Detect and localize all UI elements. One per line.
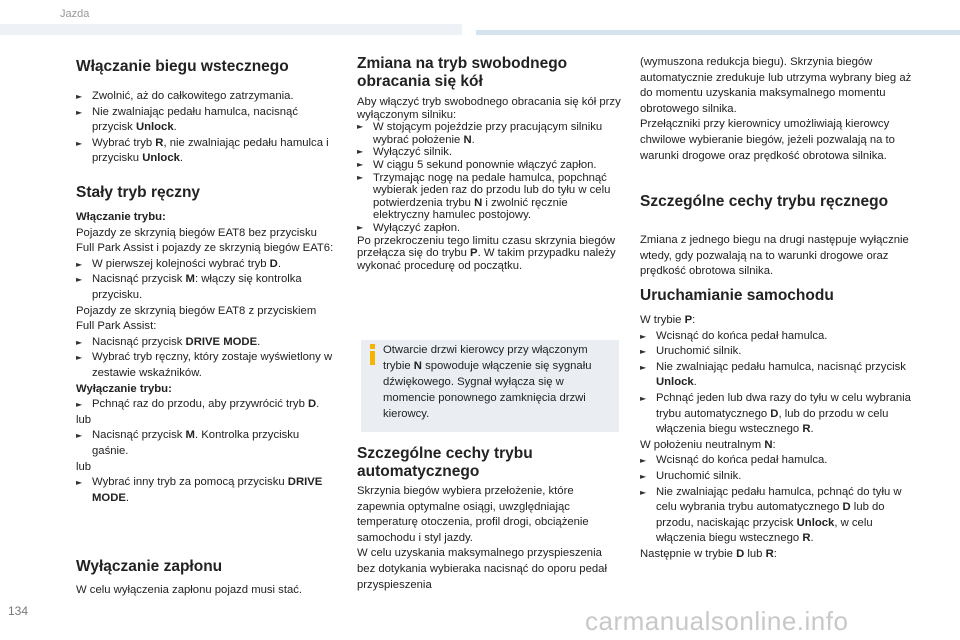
- start-in-n: W położeniu neutralnym N:: [640, 438, 776, 451]
- bullet-arrow-icon: ►: [357, 159, 364, 169]
- list-item-text: W stojącym pojeździe przy pracującym silniku wybrać położenie N.: [373, 121, 603, 146]
- bullet-arrow-icon: ►: [76, 431, 83, 441]
- list-item-text: Nacisnąć przycisk M: włączy się kontrolka przycisku.: [92, 273, 302, 301]
- list-item-text: Wybrać inny tryb za pomocą przycisku DRIVE MODE.: [92, 476, 323, 504]
- emphasis-term: Unlock: [142, 152, 180, 165]
- bullet-arrow-icon: ►: [640, 331, 647, 341]
- start-in-p: W trybie P:: [640, 314, 696, 326]
- emphasis-term: DRIVE MODE: [185, 335, 258, 348]
- list-item-text: Wyłączyć silnik.: [373, 146, 452, 159]
- list-item: [640, 485, 912, 547]
- emphasis-term: R: [802, 532, 811, 545]
- freewheel-steps: [357, 121, 622, 234]
- bullet-arrow-icon: ►: [640, 393, 647, 403]
- header-section-title: Jazda: [60, 8, 90, 20]
- emphasis-term: R: [155, 136, 164, 149]
- disable-mode-label: Wyłączanie trybu:: [76, 382, 172, 395]
- list-item-text: Nie zwalniając pedału hamulca, nacisnąć przycisk Unlock.: [656, 360, 906, 389]
- freewheel-intro: Aby włączyć tryb swobodnego obracania się kół przy wyłączonym silniku:: [357, 96, 621, 121]
- freewheel-section: [357, 96, 622, 272]
- starting-section: [640, 313, 912, 563]
- bullet-arrow-icon: ►: [76, 107, 83, 117]
- list-item-text: Wcisnąć do końca pedał hamulca.: [656, 329, 828, 342]
- list-item: [640, 360, 912, 391]
- emphasis-term: M: [185, 273, 195, 286]
- freewheel-after: Po przekroczeniu tego limitu czasu skrzynia biegów przełącza się do trybu P. W takim przypadku należy wykonać procedurę od początku.: [357, 234, 616, 272]
- list-item-text: Nacisnąć przycisk M. Kontrolka przycisku gaśnie.: [92, 429, 300, 457]
- bullet-arrow-icon: ►: [76, 400, 83, 410]
- list-item: [76, 272, 336, 303]
- eat6-steps: [76, 257, 336, 304]
- heading-freewheel: Zmiana na tryb swobodnego obracania się kół: [357, 55, 568, 90]
- or-label: lub: [76, 460, 92, 473]
- heading-starting-vehicle: Uruchamianie samochodu: [640, 287, 834, 304]
- list-item: [76, 136, 336, 167]
- list-item: [640, 391, 912, 438]
- list-item-text: W pierwszej kolejności wybrać tryb D.: [92, 257, 281, 270]
- start-p-steps: [640, 329, 912, 438]
- list-item: [640, 453, 912, 469]
- list-item-text: W ciągu 5 sekund ponownie włączyć zapłon.: [373, 158, 597, 171]
- bullet-arrow-icon: ►: [357, 222, 364, 232]
- or-label: lub: [76, 413, 92, 426]
- disable-step-2: [76, 428, 336, 459]
- emphasis-term: D: [736, 547, 745, 560]
- emphasis-term: D: [842, 501, 851, 514]
- info-icon: [369, 344, 377, 364]
- emphasis-term: M: [185, 429, 195, 442]
- bullet-arrow-icon: ►: [76, 138, 83, 148]
- emphasis-term: D: [269, 257, 278, 270]
- emphasis-term: N: [764, 438, 773, 451]
- list-item-text: Nacisnąć przycisk DRIVE MODE.: [92, 335, 261, 348]
- list-item: [76, 335, 336, 351]
- list-item: [640, 469, 912, 485]
- bullet-arrow-icon: ►: [640, 456, 647, 466]
- list-item-text: Pchnąć jeden lub dwa razy do tyłu w celu wybrania trybu automatycznego D, lub do przodu w celu włączenia biegu wstecznego R.: [656, 391, 911, 436]
- continued-text: (wymuszona redukcja biegu). Skrzynia biegów automatycznie zredukuje lub utrzyma wybrany bieg aż do momentu uzyskania maksymalnego momentu obrotowego silnika. Przełączniki przy kierownicy umożliwiają kierowcy chwilowe wybieranie biegów, jeżeli pozwalają na to warunki drogowe oraz prędkość obrotowa silnika.: [640, 56, 912, 162]
- then-in-d-or-r: Następnie w trybie D lub R:: [640, 547, 777, 560]
- emphasis-term: P: [684, 314, 693, 326]
- header-bar: [0, 24, 462, 35]
- list-item-text: Uruchomić silnik.: [656, 469, 742, 482]
- list-item: [76, 397, 336, 413]
- list-item-text: Wybrać tryb R, nie zwalniając pedału hamulca i przycisku Unlock.: [92, 136, 329, 165]
- bullet-arrow-icon: ►: [640, 471, 647, 481]
- emphasis-term: Unlock: [796, 516, 835, 529]
- info-text: Otwarcie drzwi kierowcy przy włączonym trybie N spowoduje włączenie się sygnału dźwiękowego. Sygnał wyłącza się w momencie ponownego zamknięcia drzwi kierowcy.: [383, 344, 592, 420]
- list-item: [76, 475, 336, 506]
- list-item-text: Pchnąć raz do przodu, aby przywrócić tryb D.: [92, 398, 320, 411]
- heading-manual-features: Szczególne cechy trybu ręcznego: [640, 193, 889, 210]
- bullet-arrow-icon: ►: [640, 347, 647, 357]
- list-item: [357, 121, 622, 146]
- bullet-arrow-icon: ►: [640, 487, 647, 497]
- intro-eat8: Pojazdy ze skrzynią biegów EAT8 z przyciskiem Full Park Assist:: [76, 304, 317, 333]
- list-item: [76, 89, 336, 105]
- list-item: [357, 222, 622, 235]
- list-item-text: Uruchomić silnik.: [656, 345, 742, 358]
- emphasis-term: N: [413, 360, 422, 372]
- list-item: [76, 105, 336, 136]
- disable-step-1: [76, 397, 336, 413]
- intro-eat6: Pojazdy ze skrzynią biegów EAT8 bez przycisku Full Park Assist i pojazdy ze skrzynią biegów EAT6:: [76, 226, 334, 255]
- emphasis-term: D: [770, 407, 779, 420]
- emphasis-term: D: [308, 398, 317, 411]
- bullet-arrow-icon: ►: [357, 172, 364, 182]
- heading-automatic-features: Szczególne cechy trybu automatycznego: [357, 445, 533, 480]
- header-accent-bar: [476, 30, 960, 35]
- enable-mode-label: Włączanie trybu:: [76, 211, 166, 223]
- automatic-text: Skrzynia biegów wybiera przełożenie, które zapewnia optymalne osiągi, uwzględniając temperaturę otoczenia, profil drogi, obciążenie samochodu i styl jazdy. W celu uzyskania maksymalnego przyspieszenia bez dotykania wybieraka nacisnąć do oporu pedał przyspieszenia: [357, 485, 607, 591]
- heading-ignition-off: Wyłączanie zapłonu: [76, 558, 223, 575]
- list-item: [357, 146, 622, 159]
- emphasis-term: Unlock: [135, 121, 174, 134]
- heading-reverse-gear: Włączanie biegu wstecznego: [76, 58, 289, 75]
- list-item: [640, 329, 912, 345]
- list-item-text: Nie zwalniając pedału hamulca, nacisnąć przycisk Unlock.: [92, 105, 298, 134]
- ignition-text: W celu wyłączenia zapłonu pojazd musi stać.: [76, 584, 303, 596]
- list-item: [76, 428, 336, 459]
- list-item-text: Nie zwalniając pedału hamulca, pchnąć do tyłu w celu wybrania trybu automatycznego D lub do przodu, naciskając przycisk Unlock, w celu włączenia biegu wstecznego R.: [656, 485, 902, 545]
- disable-step-3: [76, 475, 336, 506]
- bullet-arrow-icon: ►: [640, 362, 647, 372]
- bullet-arrow-icon: ►: [76, 478, 83, 488]
- emphasis-term: DRIVE MODE: [92, 476, 323, 504]
- bullet-arrow-icon: ►: [357, 122, 364, 132]
- list-item: [357, 159, 622, 172]
- emphasis-term: R: [765, 547, 774, 560]
- bullet-arrow-icon: ►: [76, 275, 83, 285]
- bullet-arrow-icon: ►: [76, 259, 83, 269]
- bullet-arrow-icon: ►: [357, 147, 364, 157]
- emphasis-term: N: [463, 133, 472, 146]
- start-n-steps: [640, 453, 912, 547]
- list-item-text: Wybrać tryb ręczny, który zostaje wyświetlony w zestawie wskaźników.: [92, 351, 333, 379]
- emphasis-term: Unlock: [656, 376, 694, 389]
- eat8-steps: [76, 335, 336, 382]
- bullet-arrow-icon: ►: [76, 353, 83, 363]
- manual-text: Zmiana z jednego biegu na drugi następuje wyłącznie wtedy, gdy pozwalają na to warunki drogowe oraz prędkość obrotowa silnika.: [640, 234, 909, 278]
- list-item: [357, 172, 622, 222]
- permanent-manual-section: [76, 210, 336, 506]
- reverse-steps: [76, 89, 336, 167]
- watermark: carmanualsonline.info: [585, 606, 849, 636]
- list-item: [76, 257, 336, 273]
- heading-permanent-manual: Stały tryb ręczny: [76, 184, 201, 201]
- list-item-text: Zwolnić, aż do całkowitego zatrzymania.: [92, 90, 294, 102]
- bullet-arrow-icon: ►: [76, 337, 83, 347]
- list-item: [640, 344, 912, 360]
- page-number: 134: [8, 604, 29, 618]
- emphasis-term: R: [802, 423, 811, 436]
- bullet-arrow-icon: ►: [76, 92, 83, 101]
- emphasis-term: P: [470, 247, 478, 260]
- info-box: [361, 340, 619, 432]
- list-item-text: Wyłączyć zapłon.: [373, 221, 461, 234]
- list-item-text: Wcisnąć do końca pedał hamulca.: [656, 454, 828, 467]
- list-item-text: Trzymając nogę na pedale hamulca, popchnąć wybierak jeden raz do przodu lub do tyłu w celu potwierdzenia trybu N i zwolnić ręcznie elektryczny hamulec postojowy.: [373, 171, 611, 222]
- emphasis-term: N: [474, 196, 483, 209]
- list-item: [76, 350, 336, 381]
